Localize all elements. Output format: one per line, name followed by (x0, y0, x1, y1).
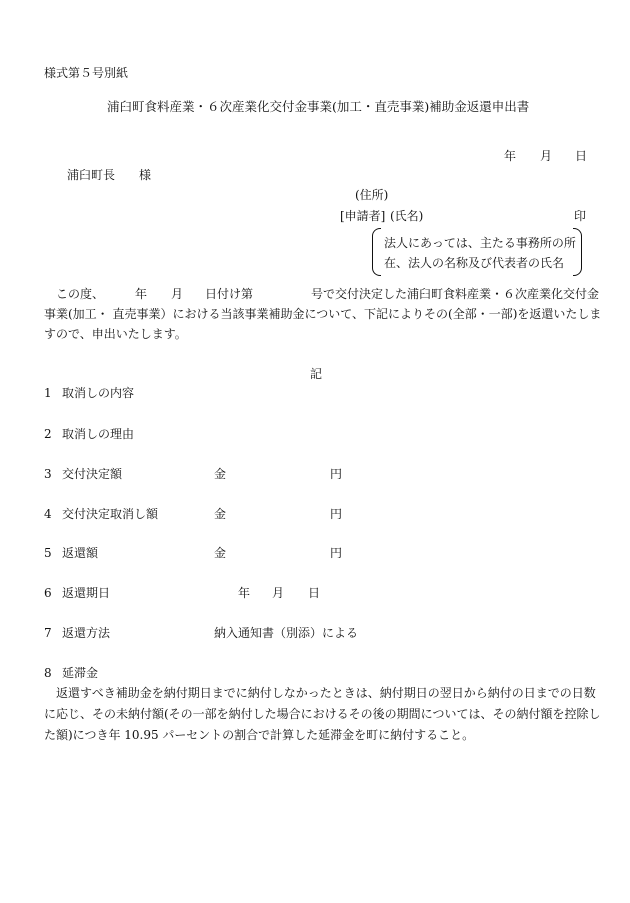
item-8-label: 延滞金 (62, 666, 99, 680)
item-6-year: 年 (238, 586, 251, 600)
ki-heading: 記 (310, 367, 323, 381)
body-decision: 号で交付決定した浦臼町食料産業・６次産業化交付金 (311, 287, 600, 301)
body-year: 年 (135, 287, 148, 301)
item-5-kin: 金 (214, 546, 227, 560)
item-4-number: 4 (44, 507, 52, 521)
item-5-yen: 円 (330, 546, 343, 560)
item-1-number: 1 (44, 386, 52, 400)
name-label: (氏名) (390, 209, 424, 223)
item-3-label: 交付決定額 (62, 467, 123, 481)
applicant-label: [申請者] (340, 209, 386, 223)
item-5-label: 返還額 (62, 546, 99, 560)
item-2-label: 取消しの理由 (62, 427, 135, 441)
document-title: 浦臼町食料産業・６次産業化交付金事業(加工・直売事業)補助金返還申出書 (107, 99, 530, 114)
item-3-kin: 金 (214, 467, 227, 481)
body-month: 月 (171, 287, 184, 301)
date-month: 月 (540, 149, 553, 163)
body-line2: 事業(加工・ 直売事業）における当該事業補助金について、下記によりその(全部・一部)を返還いたしま (44, 307, 602, 321)
left-bracket (372, 228, 381, 276)
item-6-number: 6 (44, 586, 52, 600)
penalty-line2: に応じ、その未納付額(その一部を納付した場合におけるその後の期間については、その納付額を控除し (44, 707, 601, 721)
item-3-number: 3 (44, 467, 52, 481)
body-intro: この度、 (56, 287, 105, 301)
item-8-number: 8 (44, 666, 52, 680)
address-label: (住所) (355, 188, 389, 202)
item-6-day: 日 (308, 586, 321, 600)
item-7-label: 返還方法 (62, 626, 111, 640)
penalty-line3: た額)につき年 10.95 パーセントの割合で計算した延滞金を町に納付すること。 (44, 728, 475, 742)
item-2-number: 2 (44, 427, 52, 441)
corporate-note-line1: 法人にあっては、主たる事務所の所 (384, 236, 576, 250)
corporate-note-box (372, 228, 582, 276)
seal-mark: 印 (574, 209, 587, 223)
item-5-number: 5 (44, 546, 52, 560)
form-number: 様式第５号別紙 (44, 66, 129, 80)
item-4-kin: 金 (214, 507, 227, 521)
penalty-line1: 返還すべき補助金を納付期日までに納付しなかったときは、納付期日の翌日から納付の日までの日数 (56, 686, 596, 700)
date-year: 年 (504, 149, 517, 163)
item-6-month: 月 (272, 586, 285, 600)
body-line3: すので、申出いたします。 (44, 327, 187, 341)
item-6-label: 返還期日 (62, 586, 111, 600)
addressee-honorific: 様 (139, 168, 152, 182)
item-3-yen: 円 (330, 467, 343, 481)
body-day-ref: 日付け第 (205, 287, 254, 301)
item-4-yen: 円 (330, 507, 343, 521)
addressee-name: 浦臼町長 (67, 168, 116, 182)
item-4-label: 交付決定取消し額 (62, 507, 159, 521)
corporate-note-line2: 在、法人の名称及び代表者の氏名 (384, 256, 565, 270)
date-day: 日 (575, 149, 588, 163)
item-7-value: 納入通知書（別添）による (214, 626, 359, 640)
item-7-number: 7 (44, 626, 52, 640)
item-1-label: 取消しの内容 (62, 386, 135, 400)
